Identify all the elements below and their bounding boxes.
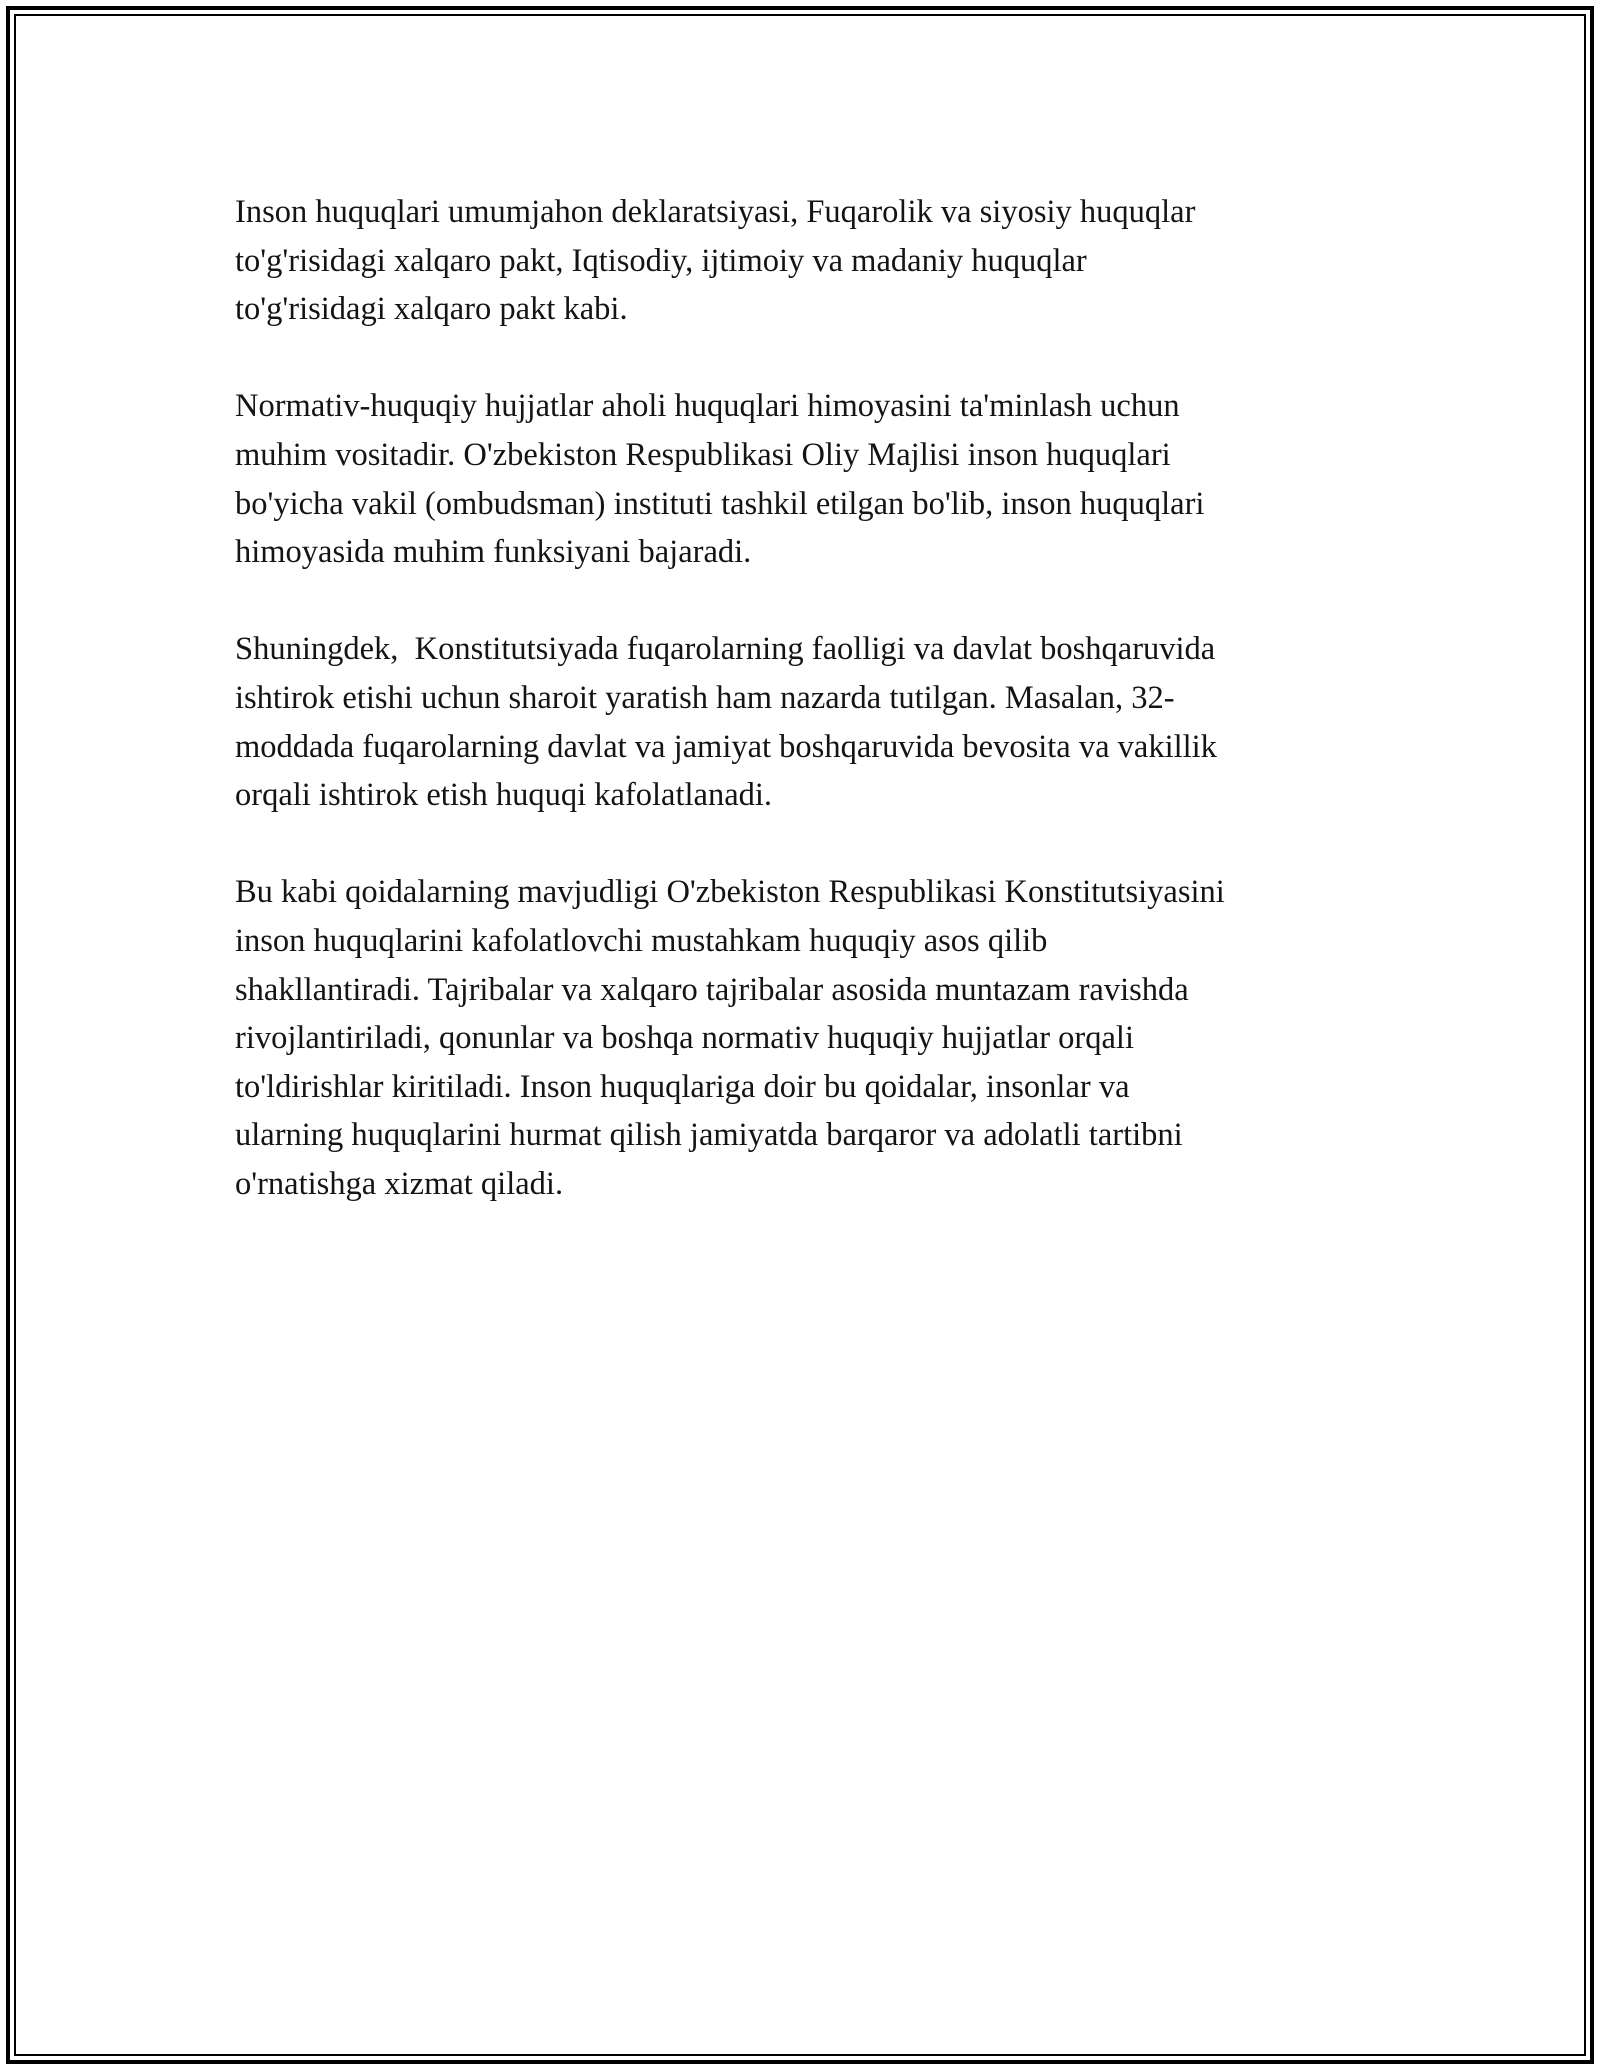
paragraph-4	[235, 868, 1355, 1208]
text-line: Normativ-huquqiy hujjatlar aholi huquqlari himoyasini ta'minlash uchun	[235, 388, 1180, 425]
text-line: himoyasida muhim funksiyani bajaradi.	[235, 534, 752, 571]
text-line: to'g'risidagi xalqaro pakt kabi.	[235, 291, 628, 328]
text-line: Inson huquqlari umumjahon deklaratsiyasi, Fuqarolik va siyosiy huquqlar	[235, 194, 1196, 230]
text-line: rivojlantiriladi, qonunlar va boshqa normativ huquqiy hujjatlar orqali	[235, 1020, 1134, 1057]
paragraph-3	[235, 625, 1355, 819]
text-line: shakllantiradi. Tajribalar va xalqaro tajribalar asosida muntazam ravishda	[235, 971, 1189, 1008]
text-line: muhim vositadir. O'zbekiston Respublikasi Oliy Majlisi inson huquqlari	[235, 436, 1171, 473]
text-line: Bu kabi qoidalarning mavjudligi O'zbekiston Respublikasi Konstitutsiyasini	[235, 874, 1225, 911]
text-line: Shuningdek, Konstitutsiyada fuqarolarning faolligi va davlat boshqaruvida	[235, 631, 1216, 668]
text-line: to'g'risidagi xalqaro pakt, Iqtisodiy, ijtimoiy va madaniy huquqlar	[235, 242, 1087, 279]
text-line: ishtirok etishi uchun sharoit yaratish ham nazarda tutilgan. Masalan, 32-	[235, 679, 1175, 716]
text-line: to'ldirishlar kiritiladi. Inson huquqlariga doir bu qoidalar, insonlar va	[235, 1068, 1130, 1105]
text-line: bo'yicha vakil (ombudsman) instituti tashkil etilgan bo'lib, inson huquqlari	[235, 485, 1205, 522]
text-line: inson huquqlarini kafolatlovchi mustahkam huquqiy asos qilib	[235, 922, 1048, 959]
paragraph-1	[235, 188, 1355, 334]
text-line: ularning huquqlarini hurmat qilish jamiyatda barqaror va adolatli tartibni	[235, 1117, 1183, 1154]
document-body	[235, 188, 1355, 1257]
text-line: o'rnatishga xizmat qiladi.	[235, 1165, 564, 1202]
paragraph-2	[235, 382, 1355, 576]
text-line: moddada fuqarolarning davlat va jamiyat boshqaruvida bevosita va vakillik	[235, 728, 1217, 765]
text-line: orqali ishtirok etish huquqi kafolatlanadi.	[235, 777, 773, 814]
